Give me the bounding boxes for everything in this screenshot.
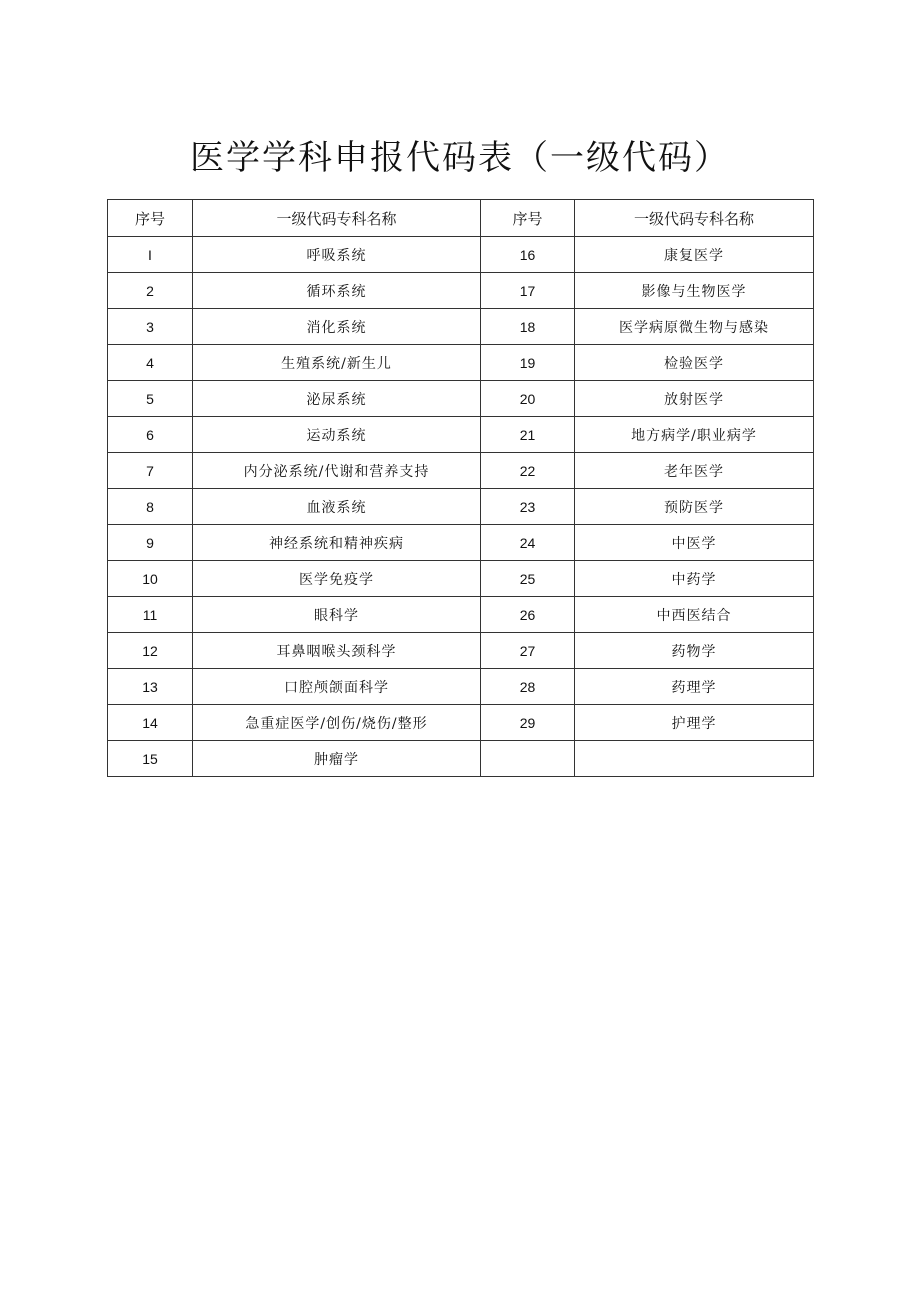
table-row [108,525,814,561]
specialty-cell-left: 消化系统 [193,309,481,345]
table-row [108,381,814,417]
seq-cell-left: 7 [108,453,193,489]
seq-cell-right: 20 [481,381,575,417]
specialty-cell-right: 中西医结合 [575,597,814,633]
specialty-cell-left: 内分泌系统/代谢和营养支持 [193,453,481,489]
seq-cell-right [481,741,575,777]
seq-cell-right: 24 [481,525,575,561]
specialty-cell-right: 药理学 [575,669,814,705]
table-row [108,669,814,705]
seq-cell-right: 18 [481,309,575,345]
table-row [108,453,814,489]
table-row [108,633,814,669]
specialty-cell-right: 预防医学 [575,489,814,525]
table-row [108,705,814,741]
specialty-cell-left: 生殖系统/新生儿 [193,345,481,381]
seq-cell-right: 27 [481,633,575,669]
table-row [108,561,814,597]
specialty-cell-right: 中医学 [575,525,814,561]
table-row [108,597,814,633]
specialty-cell-right [575,741,814,777]
seq-cell-right: 29 [481,705,575,741]
seq-cell-left: 10 [108,561,193,597]
seq-cell-left: 11 [108,597,193,633]
seq-cell-left: 5 [108,381,193,417]
seq-cell-left: I [108,237,193,273]
seq-cell-left: 15 [108,741,193,777]
header-seq-left: 序号 [108,200,193,237]
seq-cell-right: 28 [481,669,575,705]
code-table [107,199,814,777]
seq-cell-left: 12 [108,633,193,669]
header-name-left: 一级代码专科名称 [193,200,481,237]
seq-cell-left: 13 [108,669,193,705]
seq-cell-right: 26 [481,597,575,633]
seq-cell-left: 3 [108,309,193,345]
seq-cell-left: 9 [108,525,193,561]
specialty-cell-right: 药物学 [575,633,814,669]
seq-cell-right: 25 [481,561,575,597]
specialty-cell-left: 泌尿系统 [193,381,481,417]
specialty-cell-left: 口腔颅颌面科学 [193,669,481,705]
seq-cell-left: 2 [108,273,193,309]
specialty-cell-left: 医学免疫学 [193,561,481,597]
table-row [108,489,814,525]
specialty-cell-left: 循环系统 [193,273,481,309]
seq-cell-right: 19 [481,345,575,381]
specialty-cell-left: 耳鼻咽喉头颈科学 [193,633,481,669]
seq-cell-left: 8 [108,489,193,525]
header-name-right: 一级代码专科名称 [575,200,814,237]
specialty-cell-left: 肿瘤学 [193,741,481,777]
specialty-cell-right: 放射医学 [575,381,814,417]
seq-cell-right: 16 [481,237,575,273]
specialty-cell-right: 影像与生物医学 [575,273,814,309]
specialty-cell-right: 地方病学/职业病学 [575,417,814,453]
table-row [108,741,814,777]
specialty-cell-right: 中药学 [575,561,814,597]
seq-cell-left: 6 [108,417,193,453]
specialty-cell-right: 康复医学 [575,237,814,273]
seq-cell-right: 23 [481,489,575,525]
specialty-cell-right: 护理学 [575,705,814,741]
specialty-cell-left: 血液系统 [193,489,481,525]
specialty-cell-left: 神经系统和精神疾病 [193,525,481,561]
code-table-container [107,199,813,777]
table-row [108,309,814,345]
seq-cell-left: 4 [108,345,193,381]
specialty-cell-right: 老年医学 [575,453,814,489]
specialty-cell-left: 急重症医学/创伤/烧伤/整形 [193,705,481,741]
table-row [108,417,814,453]
seq-cell-right: 21 [481,417,575,453]
seq-cell-left: 14 [108,705,193,741]
seq-cell-right: 17 [481,273,575,309]
specialty-cell-left: 眼科学 [193,597,481,633]
page-title: 医学学科申报代码表（一级代码） [190,138,730,178]
table-row [108,345,814,381]
specialty-cell-right: 医学病原微生物与感染 [575,309,814,345]
specialty-cell-left: 运动系统 [193,417,481,453]
table-row [108,237,814,273]
table-row [108,273,814,309]
specialty-cell-left: 呼吸系统 [193,237,481,273]
seq-cell-right: 22 [481,453,575,489]
table-header-row [108,200,814,237]
header-seq-right: 序号 [481,200,575,237]
specialty-cell-right: 检验医学 [575,345,814,381]
